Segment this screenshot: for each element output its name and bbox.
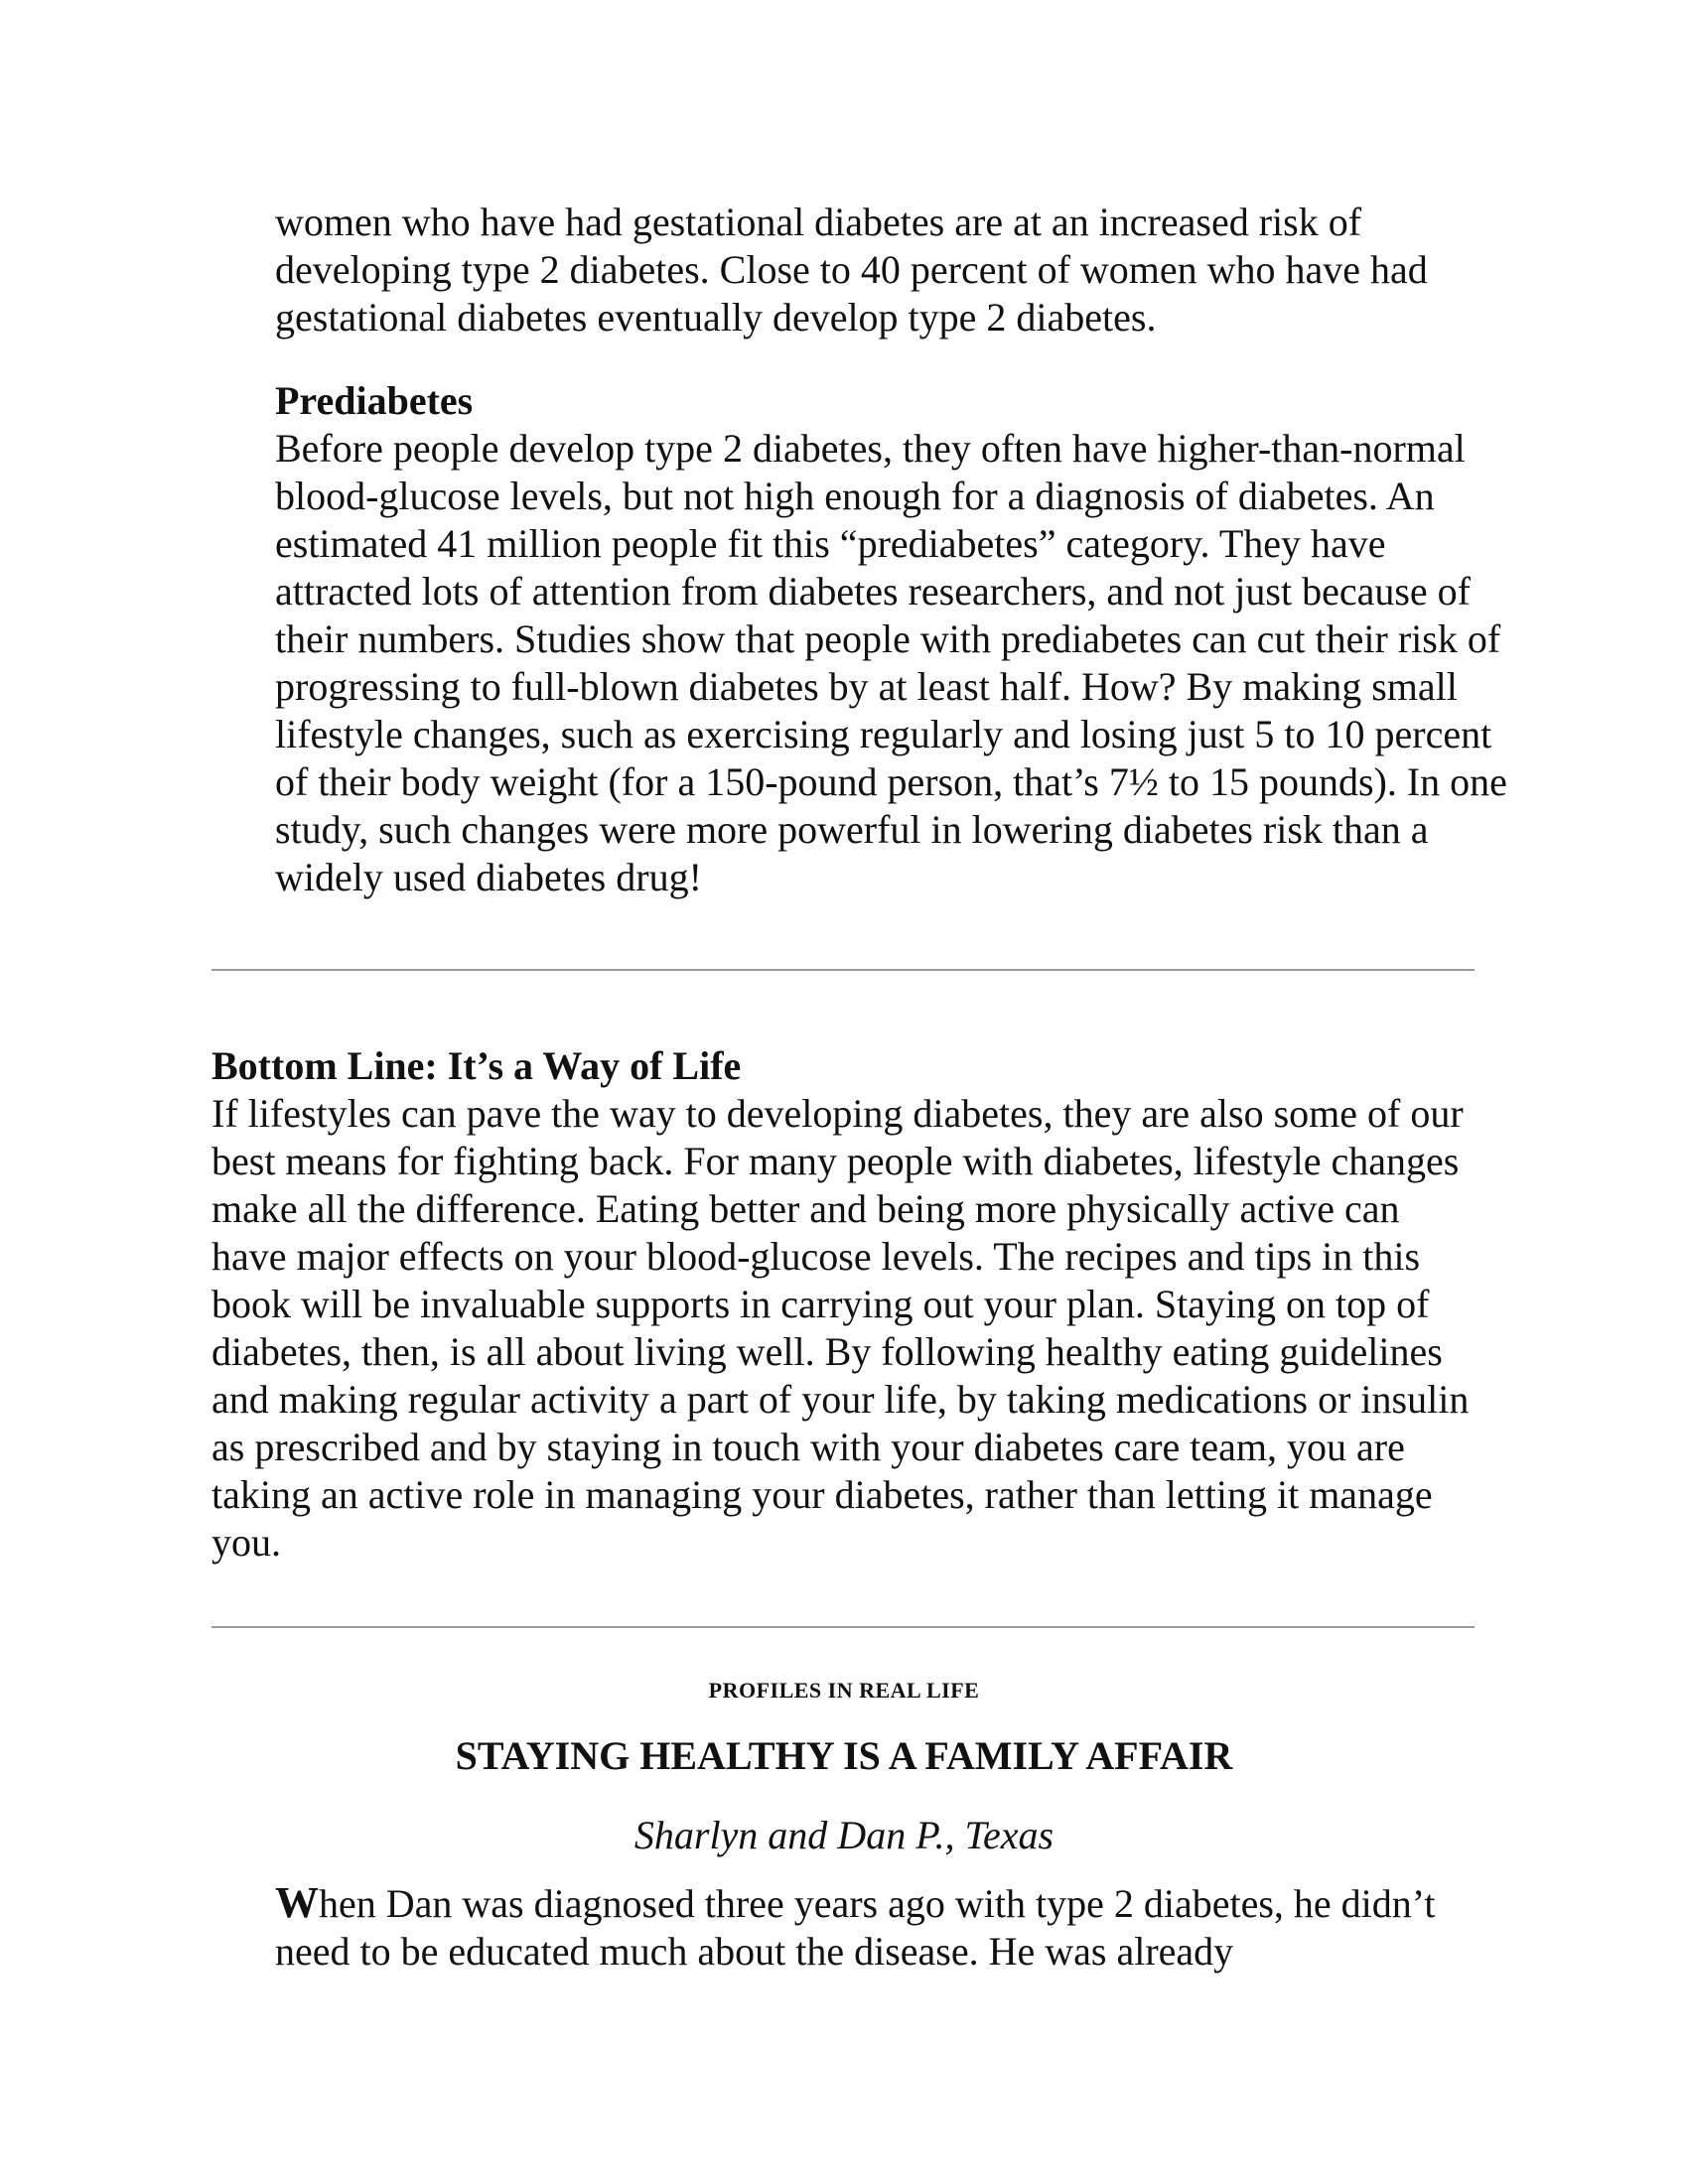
section-divider [211, 969, 1475, 971]
profile-title: STAYING HEALTHY IS A FAMILY AFFAIR [455, 1733, 1233, 1778]
drop-cap: W [275, 1878, 319, 1927]
bottom-line-paragraph: If lifestyles can pave the way to developing diabetes, they are also some of our best means for fighting back. For many people with diabetes, lifestyle changes make all the difference. Eating better and being more physically active can have major effects on your blood-glucose levels. The recipes and tips in this book will be invaluable supports in carrying out your plan. Staying on top of diabetes, then, is all about living well. By following healthy eating guidelines and making regular activity a part of your life, by taking medications or insulin as prescribed and by staying in touch with your diabetes care team, you are taking an active role in managing your diabetes, rather than letting it manage you. [211, 1091, 1470, 1565]
continuation-paragraph: women who have had gestational diabetes are at an increased risk of developing type 2 diabetes. Close to 40 percent of women who have had gestational diabetes eventually develop type 2 diabetes. [275, 200, 1428, 340]
prediabetes-heading: Prediabetes [275, 378, 474, 423]
profile-byline: Sharlyn and Dan P., Texas [633, 1813, 1055, 1857]
bottom-line-section [211, 1042, 1473, 1567]
prediabetes-section [275, 377, 1516, 901]
profile-paragraph-text: hen Dan was diagnosed three years ago with type 2 diabetes, he didn’t need to be educated much about the disease. He was already [275, 1881, 1436, 1974]
prediabetes-paragraph: Before people develop type 2 diabetes, they often have higher-than-normal blood-glucose levels, but not high enough for a diagnosis of diabetes. An estimated 41 million people fit this “prediabetes” category. They have attracted lots of attention from diabetes researchers, and not just because of their numbers. Studies show that people with prediabetes can cut their risk of progressing to full-blown diabetes by at least half. How? By making small lifestyle changes, such as exercising regularly and losing just 5 to 10 percent of their body weight (for a 150-pound person, that’s 7½ to 15 pounds). In one study, such changes were more powerful in lowering diabetes risk than a widely used diabetes drug! [275, 426, 1507, 899]
profile-kicker: PROFILES IN REAL LIFE [708, 1678, 980, 1703]
profile-paragraph [275, 1879, 1516, 1976]
bottom-line-heading: Bottom Line: It’s a Way of Life [211, 1043, 742, 1088]
profile-divider [211, 1626, 1475, 1628]
